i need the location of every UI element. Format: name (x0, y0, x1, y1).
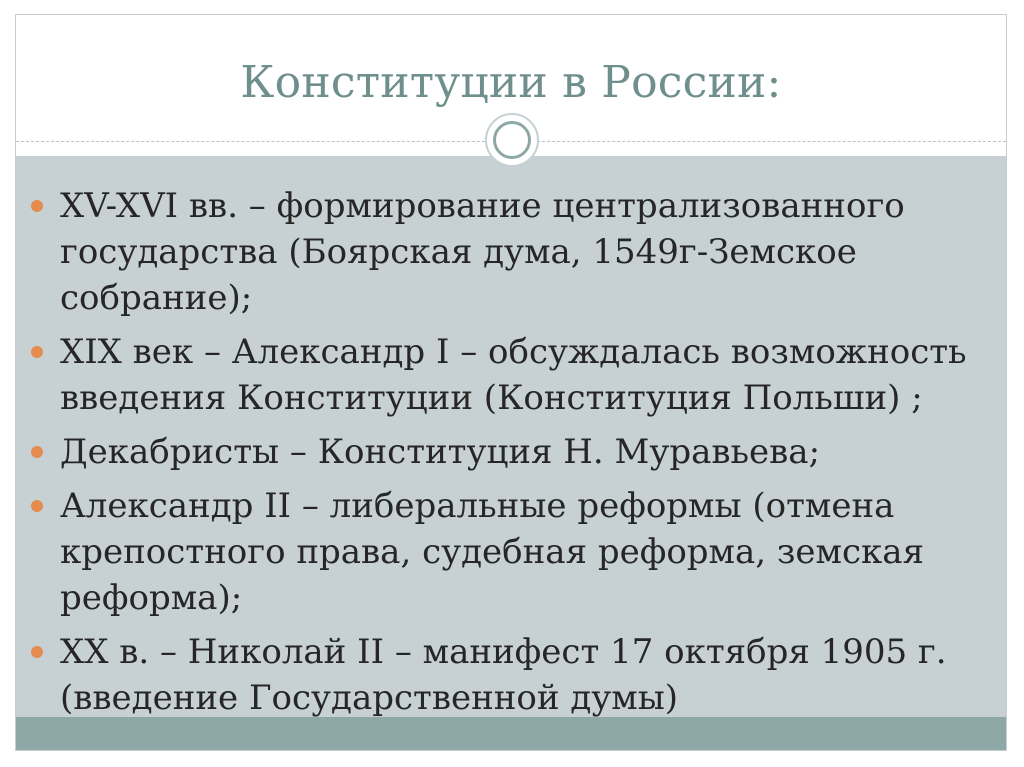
list-item (16, 483, 996, 621)
bullet-dot-icon (31, 446, 43, 458)
bullet-text: Декабристы – Конституция Н. Муравьева; (60, 432, 821, 472)
bullet-dot-icon (31, 346, 43, 358)
list-item (16, 183, 996, 321)
bullet-text: Александр II – либеральные реформы (отмена крепостного права, судебная реформа, земская реформа); (60, 486, 925, 618)
bullet-list (16, 183, 996, 729)
bullet-text: XX в. – Николай II – манифест 17 октября 1905 г. (введение Государственной думы) (60, 632, 947, 718)
list-item (16, 429, 996, 475)
ring-ornament-icon (485, 113, 539, 167)
bullet-dot-icon (31, 200, 43, 212)
slide-frame (15, 14, 1007, 751)
list-item (16, 329, 996, 421)
slide-title: Конституции в России: (240, 57, 782, 108)
list-item (16, 629, 996, 721)
bullet-dot-icon (31, 500, 43, 512)
bullet-text: XV-XVI вв. – формирование централизованного государства (Боярская дума, 1549г-Земское собрание); (60, 186, 905, 318)
bullet-text: XIX век – Александр I – обсуждалась возможность введения Конституции (Конституция Польши) ; (60, 332, 967, 418)
bullet-dot-icon (31, 646, 43, 658)
